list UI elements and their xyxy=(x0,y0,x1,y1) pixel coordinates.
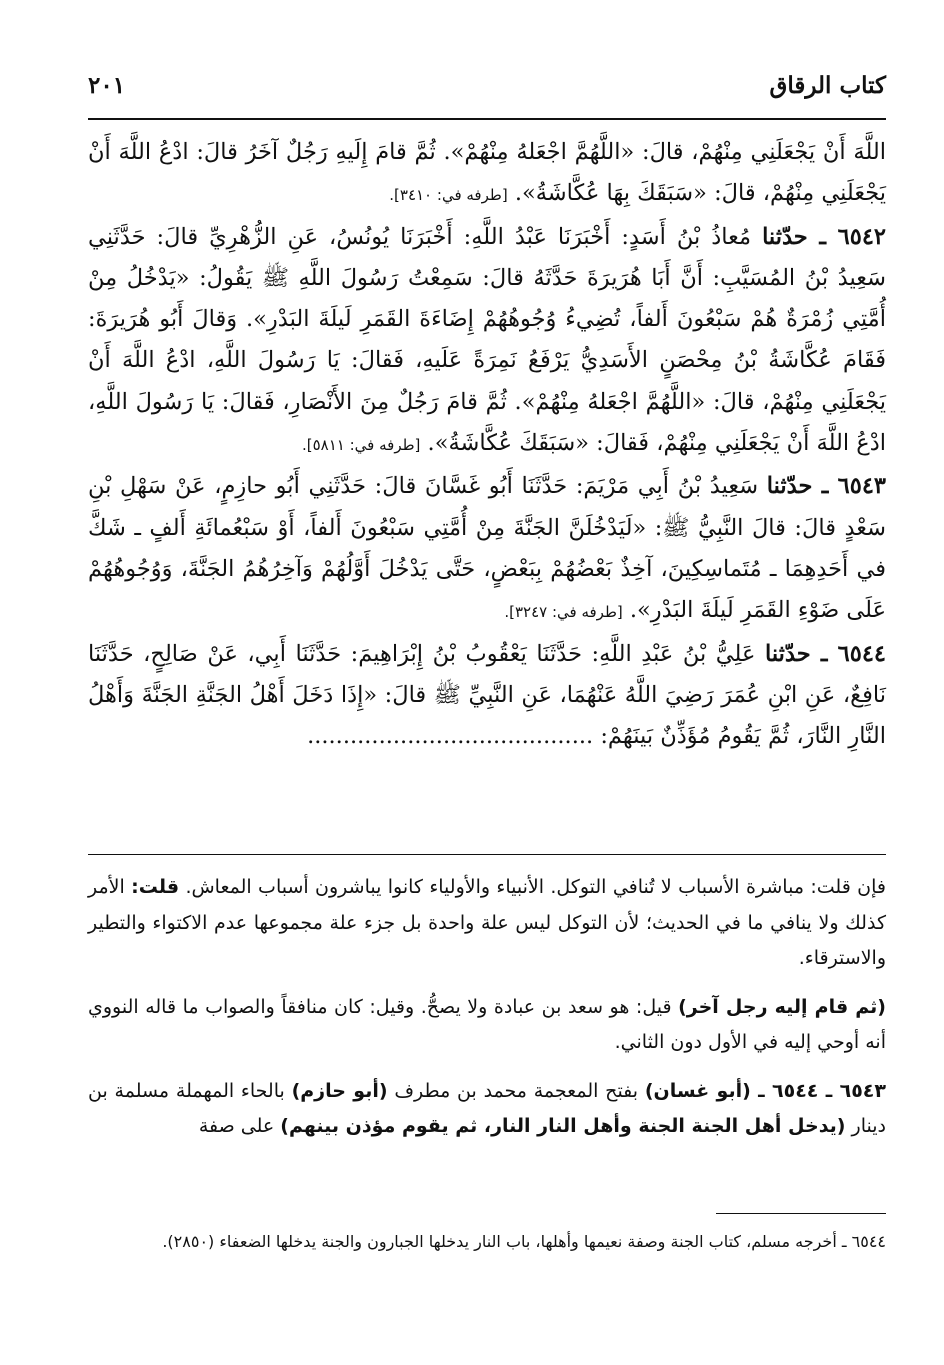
commentary-paragraph xyxy=(88,990,886,1061)
hadith-body: عَلِيُّ بْنُ عَبْدِ اللَّهِ: حَدَّثَنَا يَعْقُوبُ بْنُ إِبْرَاهِيمَ: حَدَّثَنَا أَبِي، عَنْ صَالِحٍ، حَدَّثَنَا نَافِعٌ، عَنِ ابْنِ عُمَرَ رَضِيَ اللَّهُ عَنْهُمَا، عَنِ النَّبِيِّ ﷺ قالَ: «إِذَا دَخَلَ أَهْلُ الجَنَّةِ الجَنَّةَ وَأَهْلُ النَّارِ النَّارَ، ثُمَّ يَقُومُ مُؤَذِّنٌ بَينَهُمْ: xyxy=(88,640,886,750)
commentary-divider xyxy=(88,854,886,855)
commentary xyxy=(88,870,886,1145)
commentary-text: على صفة xyxy=(198,1115,275,1137)
continuation-dots: ........................................ xyxy=(307,723,594,750)
hadith-continuation xyxy=(88,132,886,217)
commentary-text: قيل: هو سعد بن عبادة ولا يصحُّ. وقيل: كان منافقاً والصواب ما قاله النووي أنه أوحي إليه في الأول دون الثاني. xyxy=(88,995,886,1053)
commentary-quote: (ثم قام إليه رجل آخر) xyxy=(678,995,886,1018)
hadith-number: ٦٥٤٢ ـ حدّثنا xyxy=(762,223,886,250)
cross-reference: [طرفه في: ٥٨١١]. xyxy=(301,436,421,455)
cross-reference: [طرفه في: ٣٤١٠]. xyxy=(389,186,508,205)
commentary-paragraph xyxy=(88,870,886,977)
book-title: كتاب الرقاق xyxy=(769,72,886,99)
page-header xyxy=(88,66,886,106)
hadith-continuation-text: اللَّهَ أَنْ يَجْعَلَنِي مِنْهُمْ، قالَ: «اللَّهُمَّ اجْعَلهُ مِنْهُمْ». ثُمَّ قامَ إِلَيهِ رَجُلٌ آخَرُ قالَ: ادْعُ اللَّهَ أَنْ يَجْعَلَنِي مِنْهُمْ، قالَ: «سَبَقَكَ بِهَا عُكَّاشَةُ». xyxy=(88,139,886,207)
commentary-text: بالحاء المهملة مسلمة بن دينار xyxy=(88,1079,886,1137)
header-rule xyxy=(88,118,886,120)
footnote-divider xyxy=(716,1213,886,1214)
cross-reference: [طرفه في: ٣٢٤٧]. xyxy=(504,603,623,622)
footnote xyxy=(88,1224,886,1259)
commentary-quote: (أبو حازم) xyxy=(291,1079,388,1102)
hadith-body: مُعاذُ بْنُ أَسَدٍ: أَخْبَرَنَا عَبْدُ اللَّهِ: أَخْبَرَنَا يُونُسُ، عَنِ الزُّهْرِيِّ قالَ: حَدَّثَنِي سَعِيدُ بْنُ المُسَيَّبِ: أَنَّ أَبَا هُرَيرَةَ حَدَّثَهُ قالَ: سَمِعْتُ رَسُولَ اللَّهِ ﷺ يَقُولُ: «يَدْخُلُ مِنْ أُمَّتِي زُمْرَةٌ هُمْ سَبْعُونَ أَلفاً، تُضِيءُ وُجُوهُهُمْ إِضَاءَةَ القَمَرِ لَيلَةَ البَدْرِ». وَقالَ أَبُو هُرَيرَةَ: فَقَامَ عُكَّاشَةُ بْنُ مِحْصَنٍ الأَسَدِيُّ يَرْفَعُ نَمِرَةً عَلَيهِ، فَقالَ: يَا رَسُولَ اللَّهِ، ادْعُ اللَّهَ أَنْ يَجْعَلَنِي مِنْهُمْ، قالَ: «اللَّهُمَّ اجْعَلهُ مِنْهُمْ». ثُمَّ قامَ رَجُلٌ مِنَ الأَنْصَارِ، فَقالَ: يَا رَسُولَ اللَّهِ، ادْعُ اللَّهَ أَنْ يَجْعَلَنِي مِنْهُمْ، فَقالَ: «سَبَقَكَ عُكَّاشَةُ». xyxy=(88,223,886,457)
page-number: ٢٠١ xyxy=(88,72,126,99)
commentary-text: الأمر كذلك ولا ينافي ما في الحديث؛ لأن التوكل ليس علة واحدة بل جزء علة مجموعها عدم الاكتواء والتطير والاسترقاء. xyxy=(88,876,886,969)
hadith-6544 xyxy=(88,634,886,758)
footnote-text: ٦٥٤٤ ـ أخرجه مسلم، كتاب الجنة وصفة نعيمها وأهلها، باب النار يدخلها الجبارون والجنة يدخلها الضعفاء (٢٨٥٠). xyxy=(162,1232,886,1251)
commentary-paragraph xyxy=(88,1074,886,1145)
commentary-quote: (يدخل أهل الجنة الجنة وأهل النار النار، ثم يقوم مؤذن بينهم) xyxy=(280,1115,846,1137)
hadith-number: ٦٥٤٤ ـ حدّثنا xyxy=(764,640,886,667)
commentary-quote: ٦٥٤٣ ـ ٦٥٤٤ ـ (أبو غسان) xyxy=(644,1079,886,1102)
hadith-6543 xyxy=(88,466,886,633)
hadith-body: سَعِيدُ بْنُ أَبِي مَرْيَمَ: حَدَّثَنَا أَبُو غَسَّانَ قالَ: حَدَّثَنِي أَبُو حازِمٍ، عَنْ سَهْلِ بْنِ سَعْدٍ قالَ: قالَ النَّبِيُّ ﷺ: «لَيَدْخُلَنَّ الجَنَّةَ مِنْ أُمَّتِي سَبْعُونَ أَلفاً، أَوْ سَبْعُمائَةِ أَلفٍ ـ شَكَّ في أَحَدِهِمَا ـ مُتَماسِكِينَ، آخِذٌ بَعْضُهُمْ بِبَعْضٍ، حَتَّى يَدْخُلَ أَوَّلُهُمْ وَآخِرُهُمُ الجَنَّةَ، وَوُجُوهُهُمْ عَلَى ضَوْءِ القَمَرِ لَيلَةَ البَدْرِ». xyxy=(88,473,886,624)
commentary-text: فإن قلت: مباشرة الأسباب لا تُنافي التوكل. الأنبياء والأولياء كانوا يباشرون أسباب المعاش. xyxy=(185,876,886,898)
commentary-text: بفتح المعجمة محمد بن مطرف xyxy=(394,1079,639,1102)
hadith-6542 xyxy=(88,217,886,467)
hadith-number: ٦٥٤٣ ـ حدّثنا xyxy=(766,473,886,500)
hadith-text xyxy=(88,132,886,757)
commentary-keyword: قلت: xyxy=(131,876,180,898)
